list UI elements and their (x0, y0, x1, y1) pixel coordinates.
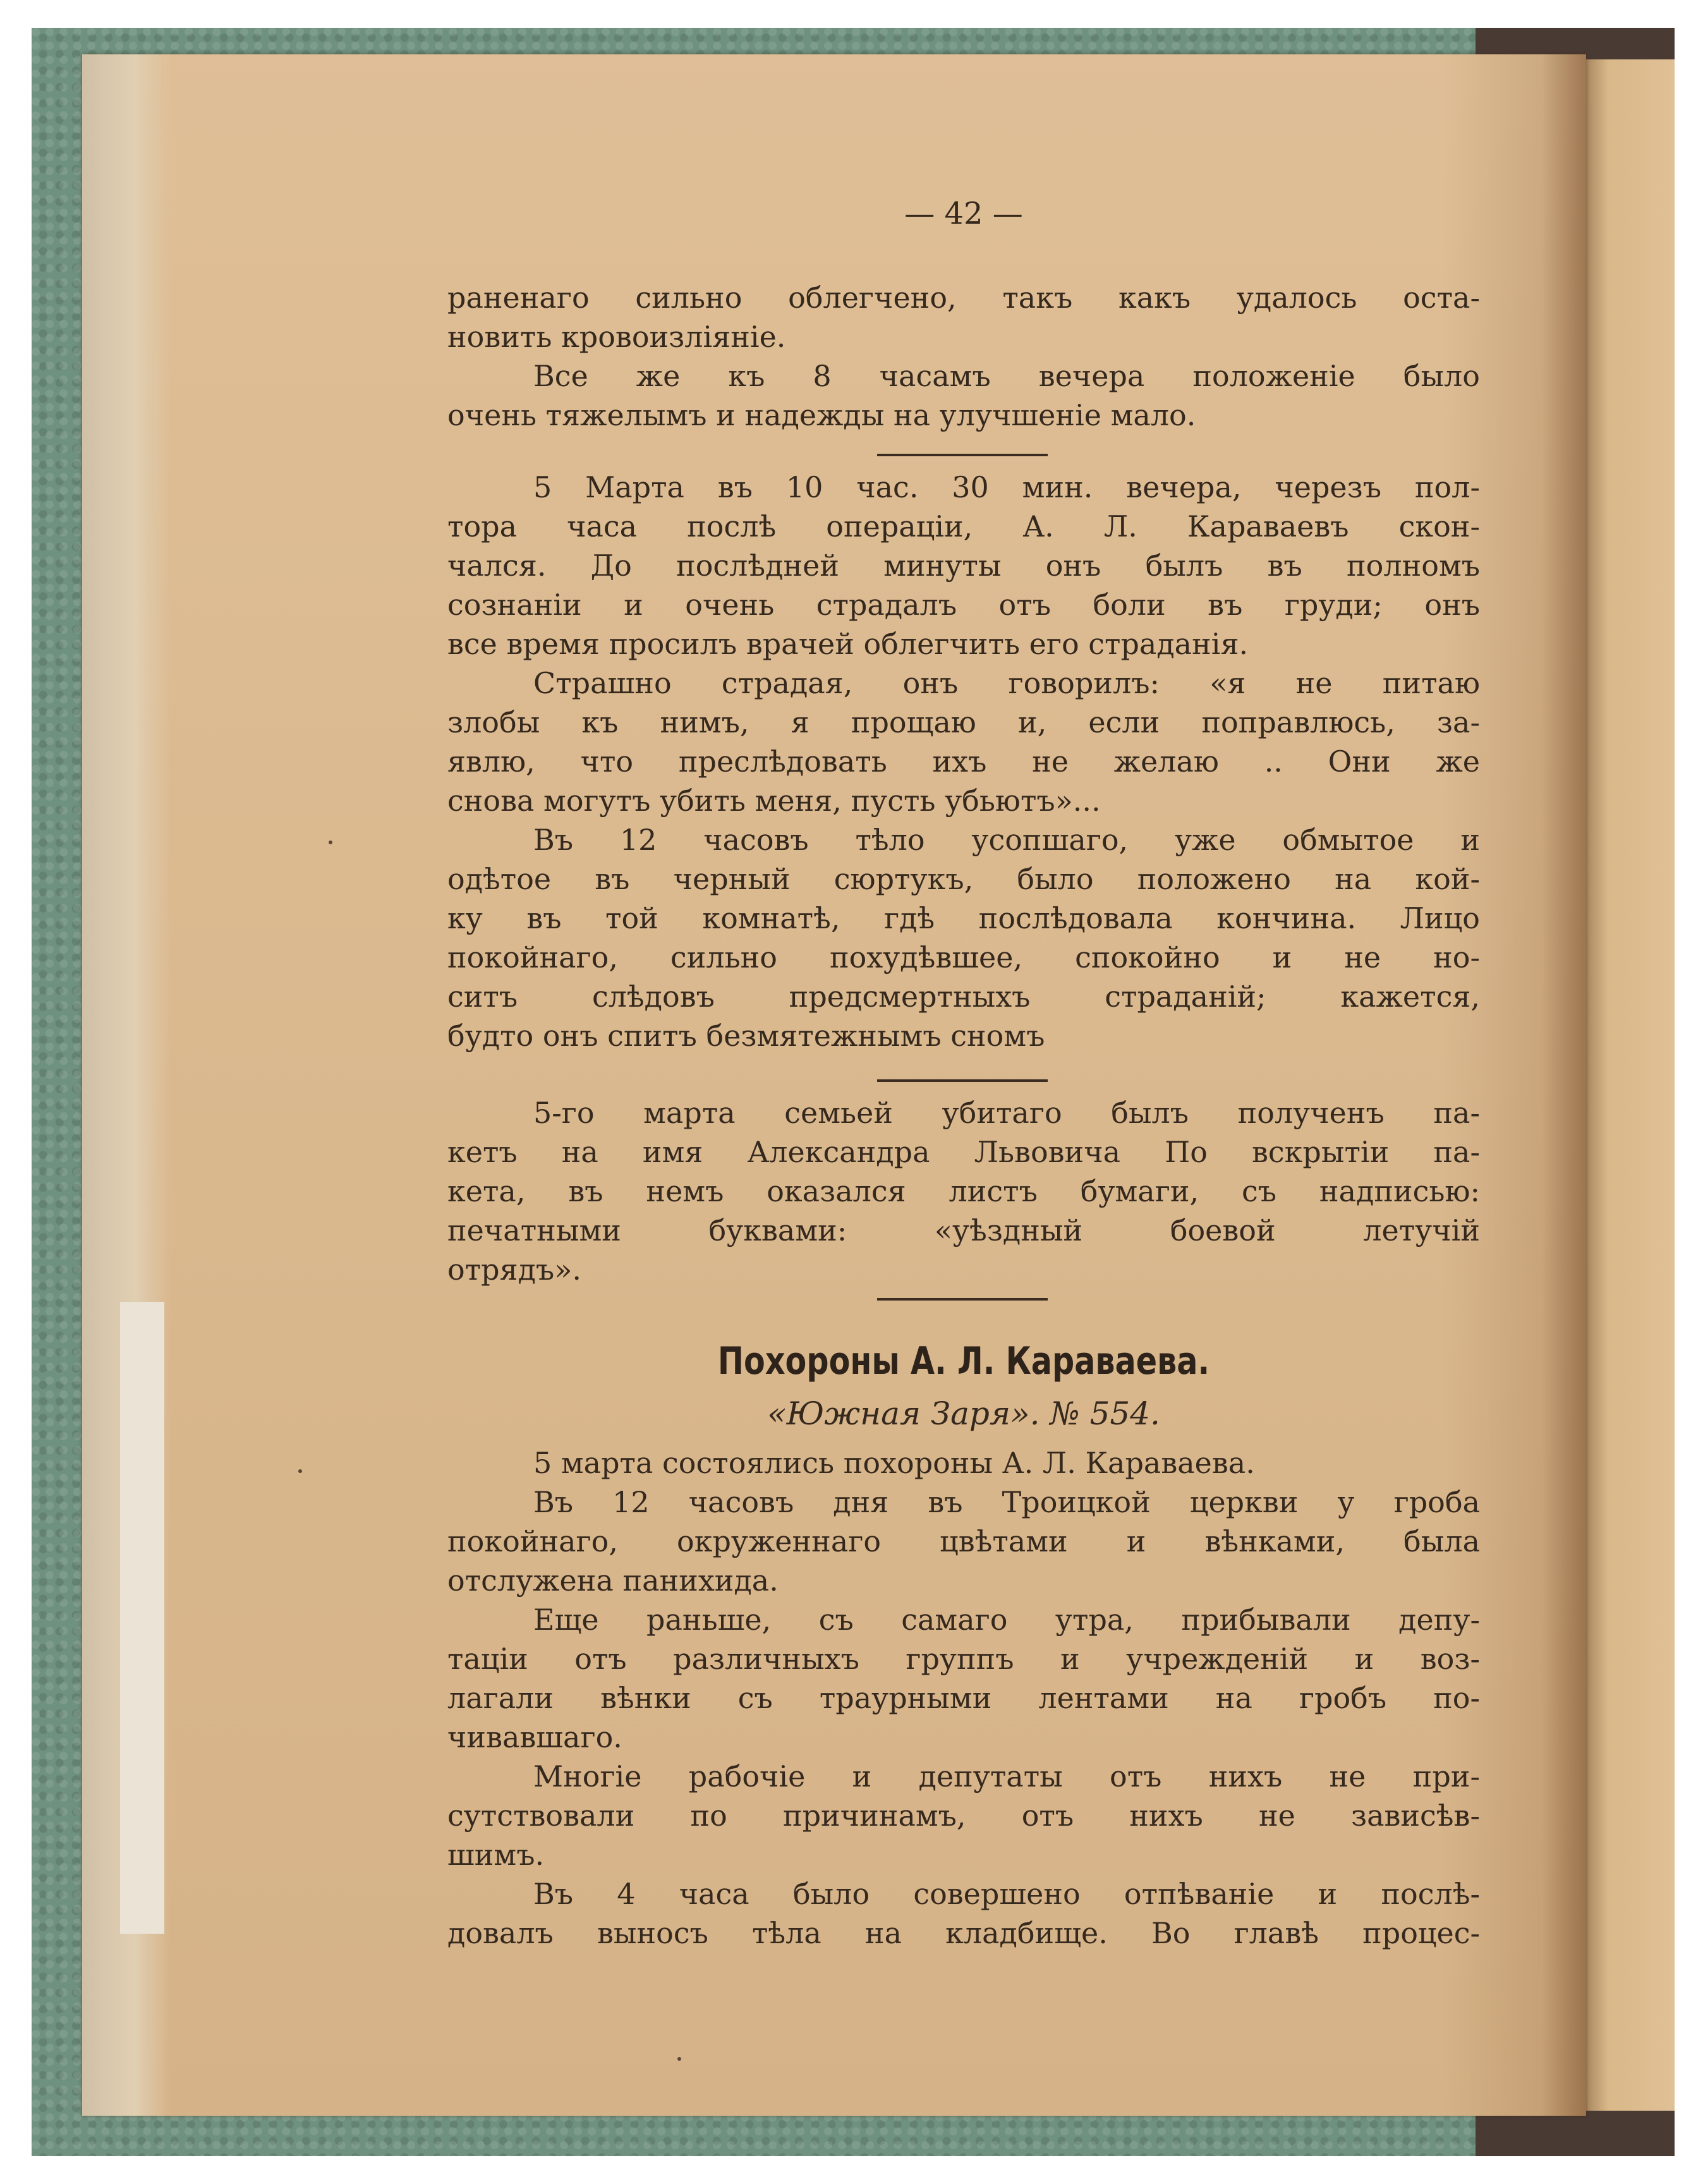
paragraph-block-4 (447, 1443, 1480, 1953)
text-line: отслужена панихида. (447, 1563, 779, 1598)
paragraph-block-2 (447, 468, 1480, 1055)
text-line: Все же къ 8 часамъ вечера положенiе было (533, 359, 1480, 393)
paragraph-block-3 (447, 1093, 1480, 1289)
paper-speck (677, 2057, 681, 2061)
text-line: кетъ на имя Александра Львовича По вскрытiи па- (447, 1135, 1480, 1169)
text-line: Въ 12 часовъ дня въ Троицкой церкви у гроба (533, 1485, 1480, 1519)
text-line: будто онъ спитъ безмятежнымъ сномъ (447, 1019, 1045, 1053)
text-line: ситъ слѣдовъ предсмертныхъ страданiй; кажется, (447, 980, 1480, 1014)
facing-page-edge (1580, 59, 1675, 2111)
text-line: снова могутъ убить меня, пусть убьютъ»... (447, 784, 1101, 818)
text-line: новить кровоизлiянiе. (447, 320, 786, 354)
text-line: все время просилъ врачей облегчить его страданiя. (447, 627, 1249, 661)
text-line: 5 Марта въ 10 час. 30 мин. вечера, черезъ пол- (533, 470, 1480, 504)
article-source: «Южная Заря». № 554. (767, 1395, 1160, 1432)
text-line: Многiе рабочiе и депутаты отъ нихъ не при- (533, 1759, 1480, 1793)
section-divider (877, 454, 1048, 456)
text-line: 5 марта состоялись похороны А. Л. Караваева. (533, 1446, 1255, 1480)
gutter-paper-patch (120, 1302, 164, 1934)
paper-speck (298, 1469, 302, 1473)
text-line: тацiи отъ различныхъ группъ и учрежденiй и воз- (447, 1642, 1480, 1676)
text-line: тора часа послѣ операцiи, А. Л. Караваевъ скон- (447, 509, 1480, 543)
text-line: покойнаго, сильно похудѣвшее, спокойно и не но- (447, 940, 1480, 974)
text-line: раненаго сильно облегчено, такъ какъ удалось оста- (447, 281, 1480, 315)
text-line: злобы къ нимъ, я прощаю и, если поправлюсь, за- (447, 705, 1480, 739)
text-line: Въ 4 часа было совершено отпѣванiе и послѣ- (533, 1877, 1480, 1911)
text-line: сознанiи и очень страдалъ отъ боли въ груди; онъ (447, 588, 1480, 622)
text-line: покойнаго, окруженнаго цвѣтами и вѣнками, была (447, 1524, 1480, 1558)
text-line: одѣтое въ черный сюртукъ, было положено на кой- (447, 862, 1480, 896)
text-line: довалъ выносъ тѣла на кладбище. Во главѣ процес- (447, 1916, 1480, 1950)
text-line: сутствовали по причинамъ, отъ нихъ не зависѣв- (447, 1799, 1480, 1833)
page-number: — 42 — (904, 196, 1023, 231)
paper-speck (329, 840, 332, 844)
text-line: шимъ. (447, 1838, 545, 1872)
text-line: Еще раньше, съ самаго утра, прибывали депу- (533, 1603, 1480, 1637)
text-line: чался. До послѣдней минуты онъ былъ въ полномъ (447, 549, 1480, 583)
text-line: ку въ той комнатѣ, гдѣ послѣдовала кончина. Лицо (447, 901, 1480, 935)
paragraph-block-1 (447, 278, 1480, 435)
fold-shadow (1542, 54, 1586, 2116)
text-line: явлю, что преслѣдовать ихъ не желаю .. Они же (447, 744, 1480, 779)
text-line: Страшно страдая, онъ говорилъ: «я не питаю (533, 666, 1480, 700)
section-divider (877, 1298, 1048, 1301)
text-line: кета, въ немъ оказался листъ бумаги, съ надписью: (447, 1174, 1480, 1208)
text-line: отрядъ». (447, 1253, 581, 1287)
text-line: печатными буквами: «уѣздный боевой летучiй (447, 1213, 1480, 1247)
text-line: 5-го марта семьей убитаго былъ полученъ па- (533, 1096, 1480, 1130)
article-heading: Похороны А. Л. Караваева. (717, 1339, 1210, 1383)
text-line: Въ 12 часовъ тѣло усопшаго, уже обмытое и (533, 823, 1480, 857)
text-line: чивавшаго. (447, 1720, 622, 1754)
text-line: лагали вѣнки съ траурными лентами на гробъ по- (447, 1681, 1480, 1715)
section-divider (877, 1079, 1048, 1082)
text-line: очень тяжелымъ и надежды на улучшенiе мало. (447, 398, 1196, 432)
